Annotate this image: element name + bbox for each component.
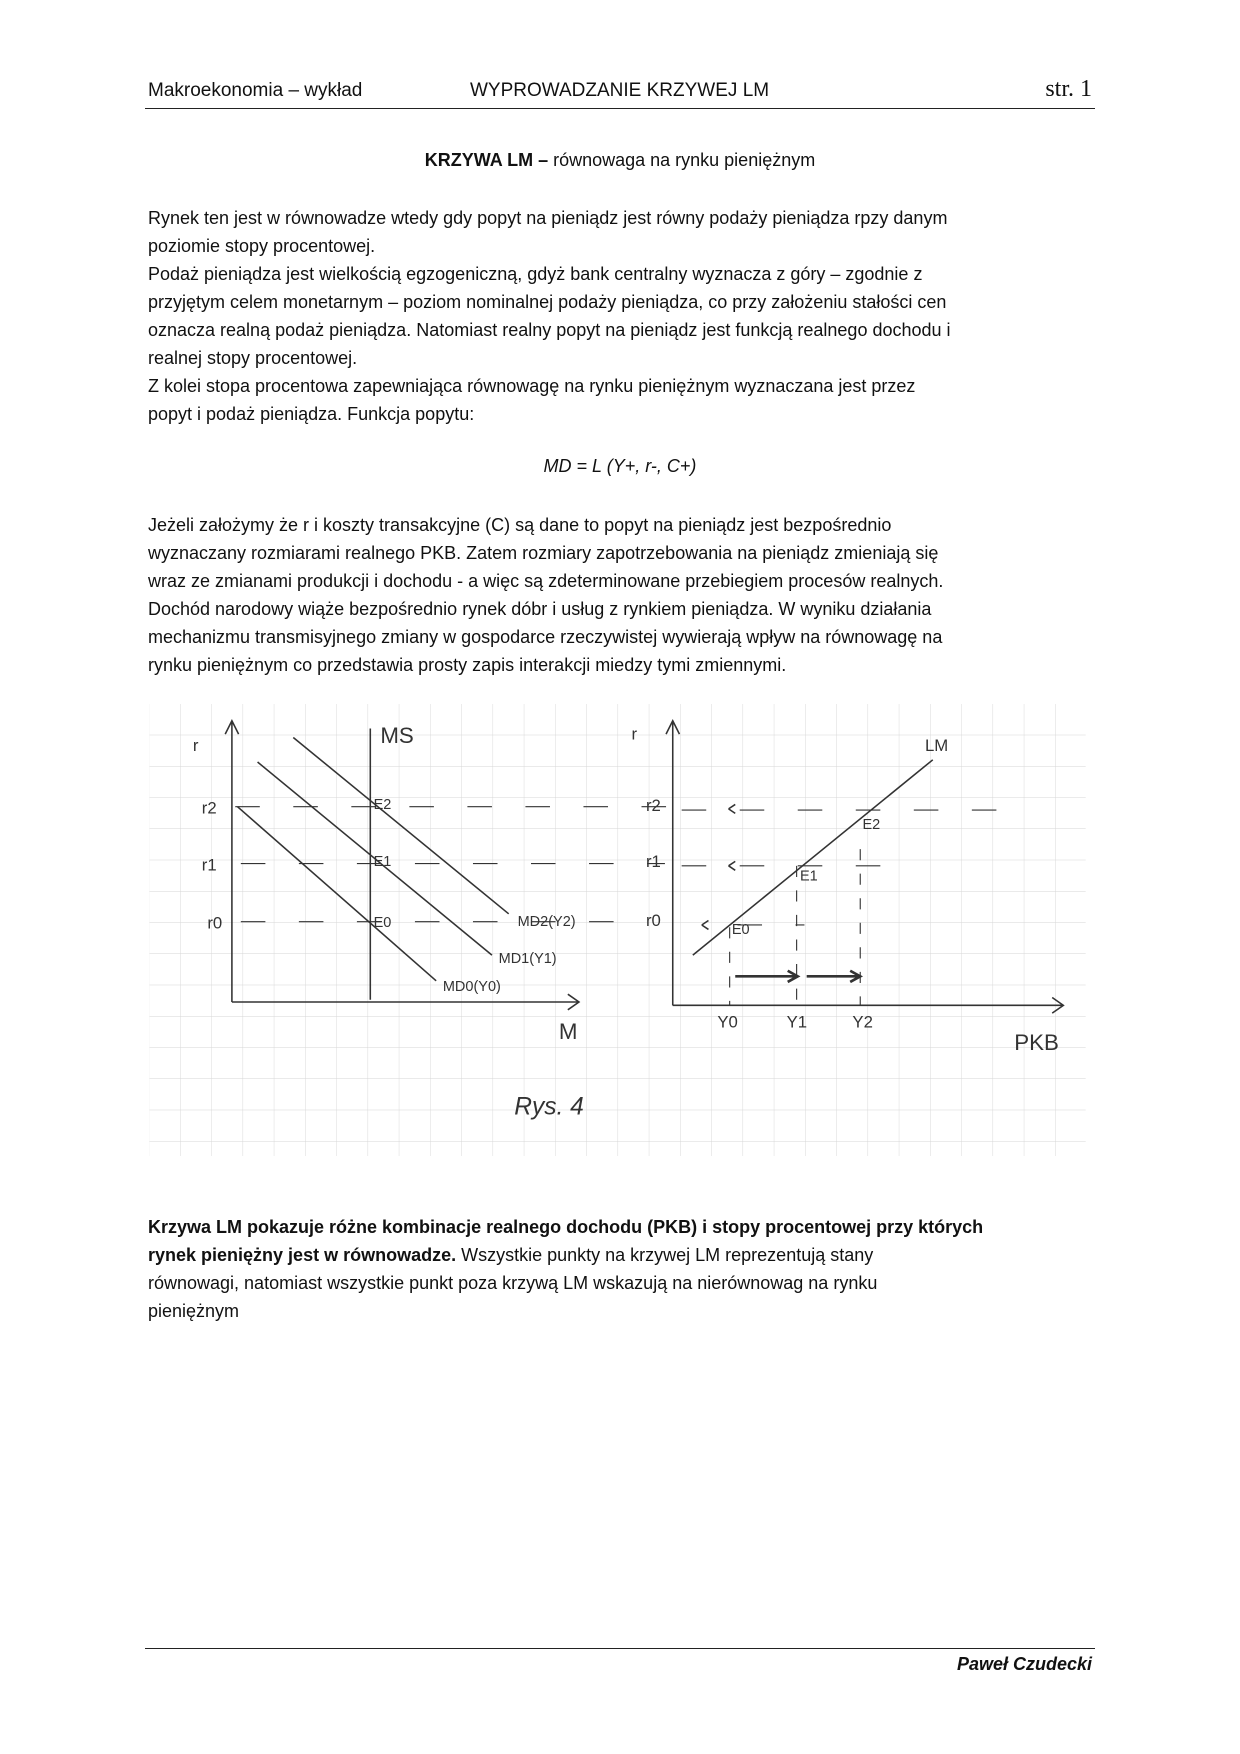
text-line: pieniężnym <box>148 1301 240 1321</box>
right-y-label: r <box>631 724 638 744</box>
section-title <box>0 150 1240 171</box>
pkb-label: PKB <box>1014 1029 1059 1055</box>
e0-label: E0 <box>373 915 392 932</box>
r2-label: r2 <box>201 798 217 818</box>
text-line: popyt i podaż pieniądza. Funkcja popytu: <box>148 404 475 424</box>
text-line: oznacza realną podaż pieniądza. Natomiast realny popyt na pieniądz jest funkcją realnego dochodu i <box>148 320 951 340</box>
text-line: Podaż pieniądza jest wielkością egzogeniczną, gdyż bank centralny wyznacza z góry – zgodnie z <box>148 264 923 284</box>
lm-label: LM <box>924 735 949 755</box>
text-line <box>148 1213 983 1241</box>
text-line: Dochód narodowy wiąże bezpośrednio rynek dóbr i usług z rynkiem pieniądza. W wyniku działania <box>148 599 932 619</box>
lm-derivation-figure <box>149 704 1086 1156</box>
y0-label: Y0 <box>717 1012 738 1032</box>
md2-label: MD2(Y2) <box>517 914 576 931</box>
text-line: Z kolei stopa procentowa zapewniająca równowagę na rynku pieniężnym wyznaczana jest przez <box>148 376 916 396</box>
text-line: realnej stopy procentowej. <box>148 348 358 368</box>
text-line: przyjętym celem monetarnym – poziom nominalnej podaży pieniądza, co przy założeniu stałości cen <box>148 292 947 312</box>
e2-label: E2 <box>373 796 392 813</box>
r0-label: r0 <box>207 913 223 933</box>
md0-label: MD0(Y0) <box>442 978 501 995</box>
e1-label: E1 <box>373 853 392 870</box>
r1-label: r1 <box>201 855 217 875</box>
right-e2-label: E2 <box>862 816 881 833</box>
text: Wszystkie punkty na krzywej LM reprezentują stany <box>456 1245 874 1265</box>
text-line: poziomie stopy procentowej. <box>148 236 376 256</box>
bold-text: Krzywa LM pokazuje różne kombinacje realnego dochodu (PKB) i stopy procentowej przy których <box>148 1217 984 1237</box>
text-line: równowagi, natomiast wszystkie punkt poza krzywą LM wskazują na nierównowag na rynku <box>148 1273 878 1293</box>
figure-caption: Rys. 4 <box>514 1093 584 1121</box>
right-e1-label: E1 <box>799 868 818 885</box>
ms-label: MS <box>380 723 414 749</box>
left-x-label: M <box>558 1018 578 1044</box>
text-line: Jeżeli założymy że r i koszty transakcyjne (C) są dane to popyt na pieniądz jest bezpośrednio <box>148 515 892 535</box>
right-r0-label: r0 <box>645 911 661 931</box>
right-r2-label: r2 <box>645 796 661 816</box>
paragraph-1 <box>148 204 951 428</box>
text-line: mechanizmu transmisyjnego zmiany w gospodarce rzeczywistej wywierają wpływ na równowagę na <box>148 627 943 647</box>
formula: MD = L (Y+, r-, C+) <box>543 456 697 476</box>
header-rule <box>145 108 1095 109</box>
text-line: Rynek ten jest w równowadze wtedy gdy popyt na pieniądz jest równy podaży pieniądza rpzy danym <box>148 208 948 228</box>
section-title-rest: równowaga na rynku pieniężnym <box>548 150 816 170</box>
header-title: WYPROWADZANIE KRZYWEJ LM <box>470 80 770 101</box>
grid-paper <box>149 704 1085 1156</box>
right-e0-label: E0 <box>731 921 750 938</box>
left-y-label: r <box>192 735 199 755</box>
text-line: wraz ze zmianami produkcji i dochodu - a więc są zdeterminowane przebiegiem procesów realnych. <box>148 571 944 591</box>
text-line <box>148 1241 983 1269</box>
footer-rule <box>145 1648 1095 1649</box>
page-number: str. 1 <box>1045 76 1092 102</box>
text-line: rynku pieniężnym co przedstawia prosty zapis interakcji miedzy tymi zmiennymi. <box>148 655 787 675</box>
footer-author: Paweł Czudecki <box>956 1654 1092 1674</box>
text-line: wyznaczany rozmiarami realnego PKB. Zatem rozmiary zapotrzebowania na pieniądz zmieniają się <box>148 543 939 563</box>
paragraph-3 <box>148 1213 983 1325</box>
right-r1-label: r1 <box>645 851 661 871</box>
paragraph-2 <box>148 511 943 679</box>
header-course: Makroekonomia – wykład <box>148 80 363 101</box>
section-title-bold: KRZYWA LM – <box>424 150 549 170</box>
bold-text: rynek pieniężny jest w równowadze. <box>148 1245 457 1265</box>
y1-label: Y1 <box>786 1012 808 1032</box>
md1-label: MD1(Y1) <box>498 950 557 967</box>
y2-label: Y2 <box>852 1012 873 1032</box>
